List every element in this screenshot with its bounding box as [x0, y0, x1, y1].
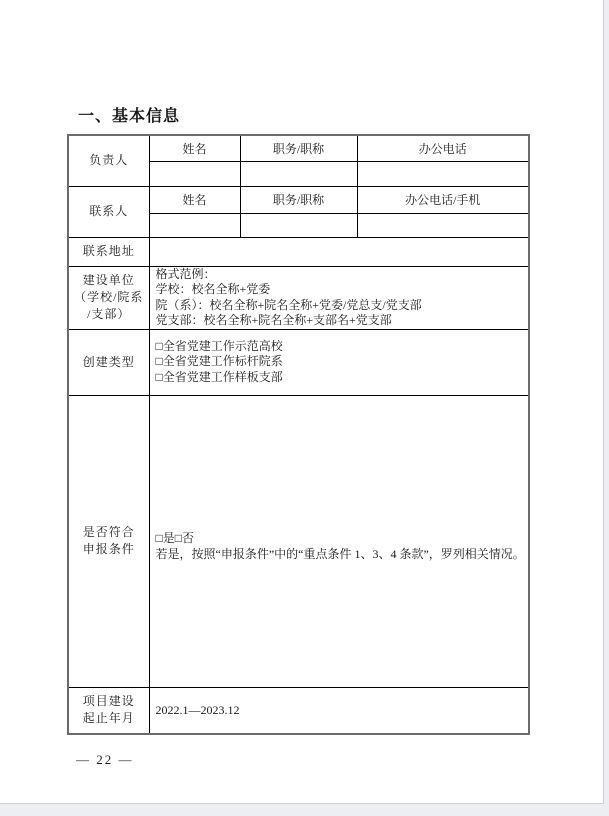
responsible-phone-cell — [357, 161, 529, 186]
duration-value: 2022.1—2023.12 — [155, 702, 240, 717]
unit-label-line: 建设单位 — [82, 273, 135, 287]
contact-name-cell — [149, 213, 240, 237]
responsible-header-phone: 办公电话 — [357, 135, 529, 161]
responsible-name-cell — [149, 161, 240, 186]
unit-label-line: /支部） — [87, 307, 131, 321]
row-label-unit — [68, 266, 149, 329]
row-label-responsible: 负责人 — [68, 135, 149, 186]
page-number: — 22 — — [76, 752, 134, 767]
unit-label-line: （学校/院系 — [74, 290, 144, 304]
unit-format-cell — [149, 266, 529, 329]
contact-header-phone: 办公电话/手机 — [357, 186, 529, 213]
unit-format-line: 格式范例： — [155, 266, 216, 281]
responsible-header-name: 姓名 — [149, 135, 240, 161]
row-label-duration — [68, 687, 149, 734]
duration-label-line: 起止年月 — [82, 711, 135, 726]
row-label-address: 联系地址 — [68, 237, 149, 266]
creation-type-option: □全省党建工作标杆院系 — [155, 354, 283, 369]
creation-type-option: □全省党建工作样板支部 — [155, 369, 283, 384]
duration-label-line: 项目建设 — [82, 694, 135, 709]
eligibility-label-line: 是否符合 — [82, 525, 135, 539]
row-label-creation-type: 创建类型 — [68, 329, 149, 395]
contact-phone-cell — [357, 213, 529, 237]
contact-header-position: 职务/职称 — [240, 186, 357, 213]
row-label-eligibility — [68, 395, 149, 687]
address-cell — [149, 237, 529, 266]
unit-format-line: 院（系）：校名全称+院名全称+党委/党总支/党支部 — [155, 297, 422, 312]
eligibility-label-line: 申报条件 — [82, 542, 135, 556]
responsible-header-position: 职务/职称 — [240, 135, 357, 161]
creation-type-option: □全省党建工作示范高校 — [155, 338, 283, 353]
unit-format-line: 党支部：校名全称+院名全称+支部名+党支部 — [155, 313, 392, 327]
contact-position-cell — [240, 213, 357, 237]
unit-format-line: 学校：校名全称+党委 — [155, 282, 271, 296]
eligibility-cell — [149, 395, 529, 687]
row-label-contact: 联系人 — [68, 186, 149, 237]
creation-type-cell — [149, 329, 529, 395]
contact-header-name: 姓名 — [149, 186, 240, 213]
basic-info-table — [67, 134, 530, 735]
eligibility-instruction: 若是，按照“申报条件”中的“重点条件 1、3、4 条款”，罗列相关情况。 — [155, 546, 525, 561]
eligibility-yes-no-checkboxes: □是□否 — [155, 531, 194, 545]
section-title: 一、基本信息 — [78, 108, 181, 125]
duration-value-cell — [149, 687, 529, 734]
responsible-position-cell — [240, 161, 357, 186]
